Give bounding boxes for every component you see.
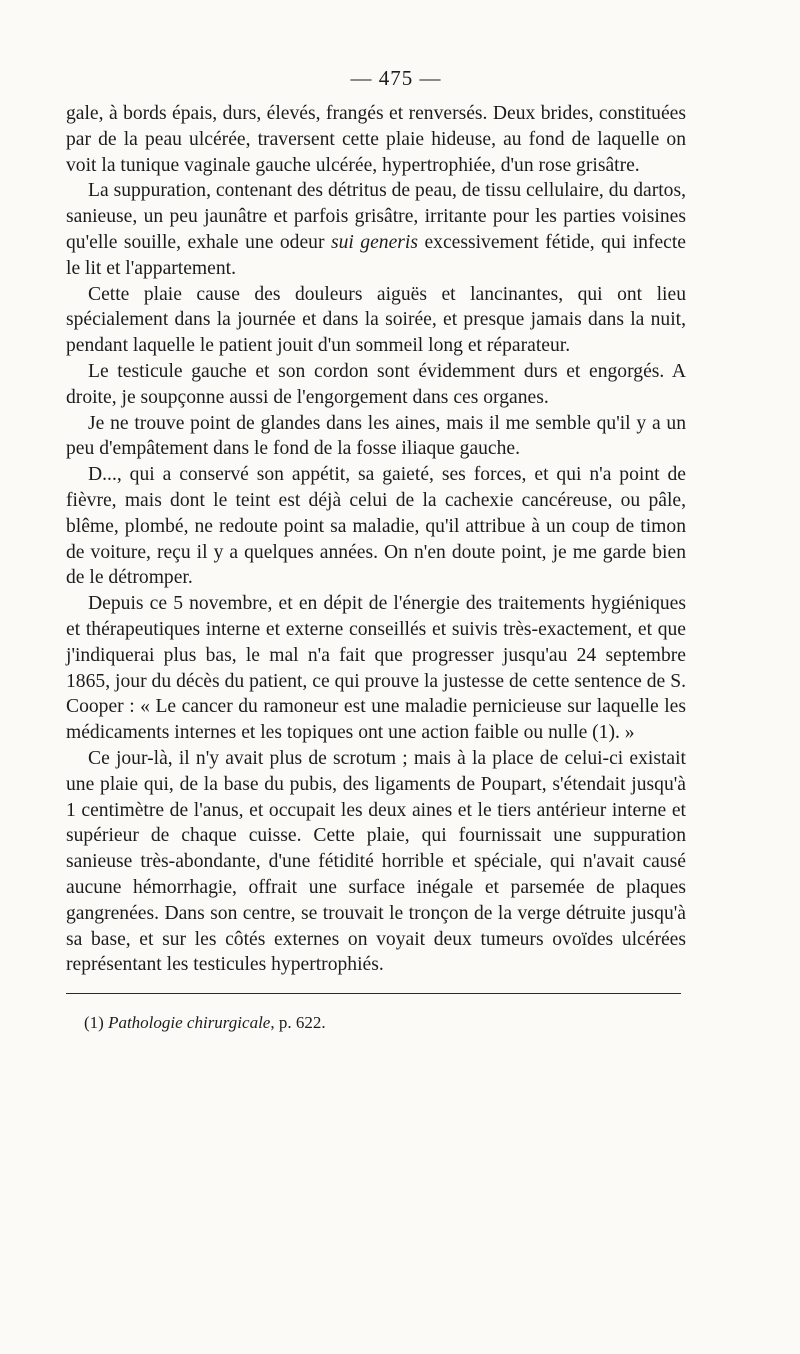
footnote-page: , p. 622. [270, 1013, 326, 1033]
paragraph-6: D..., qui a conservé son appétit, sa gaieté, ses forces, et qui n'a point de fièvre, mais dont le teint est déjà celui de la cachexie cancéreuse, ou pâle, blême, plombé, ne redoute point sa maladie, qu'il attribue à un coup de timon de voiture, reçu il y a quelques années. On n'en doute point, je me garde bien de le détromper. [66, 464, 686, 589]
paragraph-2-emphasis: sui generis [330, 231, 418, 253]
page-number: — 475 — [350, 66, 442, 90]
paragraph-8: Ce jour-là, il n'y avait plus de scrotum ; mais à la place de celui-ci existait une plaie qui, de la base du pubis, des ligaments de Poupart, s'étendait jusqu'à 1 centimètre de l'anus, et occupait les deux aines et le tiers antérieur interne et supérieur de chaque cuisse. Cette plaie, qui fournissait une suppuration sanieuse très-abondante, d'une fétidité horrible et spéciale, qui n'avait causé aucune hémorrhagie, offrait une surface inégale et parsemée de plaques gangrenées. Dans son centre, se trouvait le tronçon de la verge détruite jusqu'à sa base, et sur les côtés externes on voyait deux tumeurs ovoïdes ulcérées représentant les testicules hypertrophiés. [66, 747, 686, 976]
footnote-title: Pathologie chirurgicale [108, 1013, 271, 1033]
paragraph-2-text-before: La suppuration, contenant des détritus de peau, de tissu cellulaire, du dartos, sanieuse, un peu jaunâtre et parfois grisâtre, irritante pour les parties voisines qu'elle souille, exhale une odeur [66, 180, 686, 253]
footnote-marker: (1) [84, 1013, 109, 1033]
paragraph-2-text-after: excessivement fétide, qui infecte le lit et l'appartement. [66, 231, 686, 279]
paragraph-7: Depuis ce 5 novembre, et en dépit de l'énergie des traitements hygiéniques et thérapeutiques interne et externe conseillés et suivis très-exactement, et que j'indiquerai plus bas, le mal n'a fait que progresser jusqu'au 24 septembre 1865, jour du décès du patient, ce qui prouve la justesse de cette sentence de S. Cooper : « Le cancer du ramoneur est une maladie pernicieuse sur laquelle les médicaments internes et les topiques ont une action faible ou nulle (1). » [66, 593, 686, 744]
paragraph-1: gale, à bords épais, durs, élevés, frangés et renversés. Deux brides, constituées par de la peau ulcérée, traversent cette plaie hideuse, au fond de laquelle on voit la tunique vaginale gauche ulcérée, hypertrophiée, d'un rose grisâtre. [66, 103, 686, 176]
paragraph-3: Cette plaie cause des douleurs aiguës et lancinantes, qui ont lieu spécialement dans la journée et dans la soirée, et presque jamais dans la nuit, pendant laquelle le patient jouit d'un sommeil long et réparateur. [66, 283, 686, 357]
footnote [66, 1012, 686, 1034]
footnote-divider [66, 993, 681, 994]
body-text [66, 101, 686, 978]
paragraph-2 [66, 178, 686, 281]
paragraph-4: Le testicule gauche et son cordon sont évidemment durs et engorgés. A droite, je soupçonne aussi de l'engorgement dans ces organes. [66, 360, 686, 408]
paragraph-5: Je ne trouve point de glandes dans les aines, mais il me semble qu'il y a un peu d'empâtement dans le fond de la fosse iliaque gauche. [66, 412, 686, 460]
